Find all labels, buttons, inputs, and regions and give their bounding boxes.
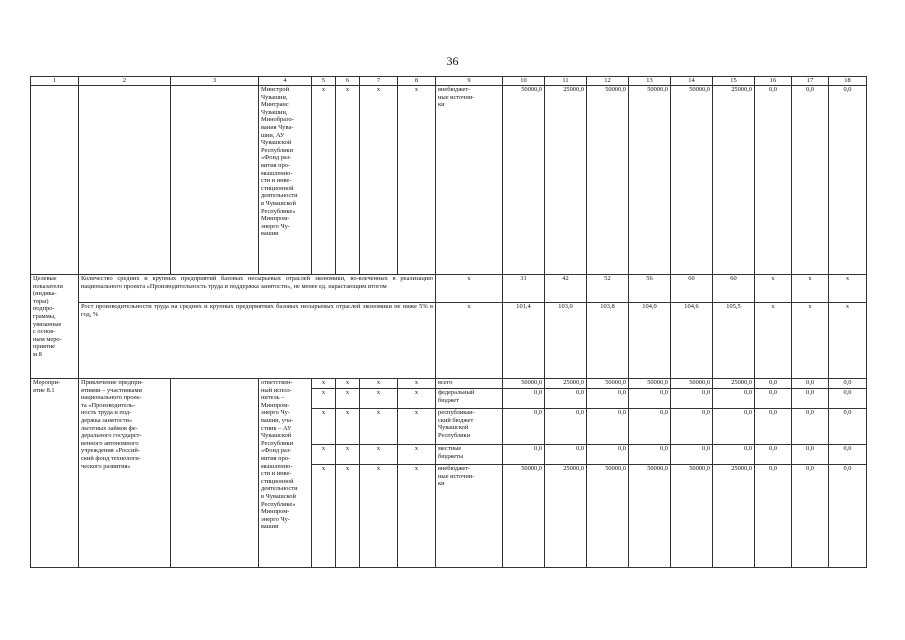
table-cell — [79, 86, 171, 275]
text-line: держка занятости» — [81, 416, 133, 424]
indicator-text: Количество средних и крупных предприятий базовых несырьевых отраслей экономики, во-влеченных в реализацию национального проекта «Производительность труда и поддержка занятости», не менее ед. нарастающим итогом — [79, 275, 436, 303]
text-line: в Чувашской — [261, 492, 296, 500]
value-cell: 0,0 — [671, 445, 713, 465]
value-cell: 105,5 — [713, 303, 755, 379]
value-cell: х — [829, 303, 867, 379]
text-line: сти и инве- — [261, 177, 292, 185]
value-cell: 0,0 — [755, 379, 792, 389]
value-cell: 50000,0 — [587, 86, 629, 275]
text-line: вития про- — [261, 161, 291, 169]
text-line: энерго Чу- — [261, 515, 290, 523]
measure-label-cell — [31, 379, 79, 568]
value-cell: 0,0 — [792, 465, 829, 568]
text-line: увязанные — [33, 320, 62, 328]
mark-cell: х — [360, 86, 398, 275]
value-cell: 0,0 — [713, 445, 755, 465]
mark-cell: х — [398, 86, 436, 275]
column-number: 6 — [336, 77, 360, 86]
text-line: внебюджет- — [438, 465, 471, 472]
text-line: ные источни- — [438, 93, 475, 101]
text-line: ный испол- — [261, 386, 292, 394]
funding-source-cell — [436, 379, 503, 389]
text-line: стник – АУ — [261, 424, 292, 432]
value-cell: 0,0 — [829, 379, 867, 389]
text-line: ответствен- — [261, 379, 293, 386]
text-line: Чувашии, — [261, 93, 288, 101]
value-cell: 50000,0 — [629, 465, 671, 568]
mark-cell: х — [436, 275, 503, 303]
measure-row — [31, 379, 867, 389]
value-cell: 0,0 — [829, 409, 867, 445]
text-line: та «Производитель- — [81, 401, 135, 409]
column-number: 2 — [79, 77, 171, 86]
value-cell: 0,0 — [829, 389, 867, 409]
text-line: стиционной — [261, 477, 294, 485]
text-line: деятельности — [261, 192, 298, 200]
program-table — [30, 76, 867, 568]
value-cell: 0,0 — [792, 389, 829, 409]
text-line: с основ- — [33, 328, 56, 336]
text-line: Чувашской — [261, 432, 292, 440]
column-number: 10 — [503, 77, 545, 86]
value-cell: 0,0 — [503, 389, 545, 409]
column-number: 14 — [671, 77, 713, 86]
value-cell: 0,0 — [587, 389, 629, 409]
value-cell: 0,0 — [792, 86, 829, 275]
value-cell: 25000,0 — [713, 465, 755, 568]
column-number: 1 — [31, 77, 79, 86]
value-cell: 0,0 — [671, 409, 713, 445]
value-cell: 31 — [503, 275, 545, 303]
funding-source-cell — [436, 465, 503, 568]
text-line: венного автономного — [81, 439, 139, 447]
text-line: бюджет — [438, 396, 459, 404]
value-cell: 0,0 — [545, 409, 587, 445]
value-cell: 101,4 — [503, 303, 545, 379]
table-cell — [31, 86, 79, 275]
text-line: граммы, — [33, 312, 56, 320]
mark-cell: х — [398, 379, 436, 389]
funding-source-cell — [436, 389, 503, 409]
value-cell: 0,0 — [755, 409, 792, 445]
value-cell: 0,0 — [829, 86, 867, 275]
text-line: вашии, уча- — [261, 416, 294, 424]
text-line: Минтранс — [261, 101, 289, 109]
text-line: Чувашии, — [261, 108, 288, 116]
value-cell: 0,0 — [755, 86, 792, 275]
column-number: 3 — [171, 77, 259, 86]
value-cell: 0,0 — [545, 389, 587, 409]
text-line: вания Чува- — [261, 123, 294, 131]
column-number: 15 — [713, 77, 755, 86]
text-line: «Фонд раз- — [261, 447, 292, 455]
value-cell: 104,0 — [629, 303, 671, 379]
text-line: ным меро- — [33, 335, 62, 343]
text-line: Республике» — [261, 207, 296, 215]
text-line: сти и инве- — [261, 470, 292, 478]
column-number: 13 — [629, 77, 671, 86]
mark-cell: х — [312, 409, 336, 445]
table-cell — [171, 86, 259, 275]
text-line: Минпром- — [261, 508, 290, 516]
value-cell: 50000,0 — [587, 465, 629, 568]
value-cell: 0,0 — [629, 389, 671, 409]
text-line: вашии — [261, 230, 279, 238]
mark-cell: х — [398, 465, 436, 568]
text-line: Чувашской — [438, 424, 469, 432]
value-cell: 0,0 — [713, 389, 755, 409]
value-cell: 0,0 — [792, 379, 829, 389]
column-number: 16 — [755, 77, 792, 86]
mark-cell: х — [360, 379, 398, 389]
value-cell: 50000,0 — [629, 379, 671, 389]
mark-cell: х — [336, 389, 360, 409]
value-cell: 50000,0 — [587, 379, 629, 389]
value-cell: 0,0 — [755, 389, 792, 409]
value-cell: 25000,0 — [545, 86, 587, 275]
text-line: ятиями – участниками — [81, 386, 142, 394]
mark-cell: х — [360, 409, 398, 445]
value-cell: 0,0 — [545, 445, 587, 465]
mark-cell: х — [336, 379, 360, 389]
text-line: приятие — [33, 343, 56, 351]
text-line: (индика- — [33, 290, 57, 298]
text-line: энерго Чу- — [261, 409, 290, 417]
continuation-row — [31, 86, 867, 275]
mark-cell: х — [398, 445, 436, 465]
value-cell: 42 — [545, 275, 587, 303]
value-cell: 0,0 — [587, 409, 629, 445]
value-cell: 0,0 — [503, 445, 545, 465]
column-number: 12 — [587, 77, 629, 86]
value-cell: 25000,0 — [713, 86, 755, 275]
text-line: деятельности — [261, 485, 298, 493]
text-line: федеральный — [438, 389, 475, 396]
text-line: показатели — [33, 282, 63, 290]
value-cell: 0,0 — [829, 465, 867, 568]
value-cell: х — [755, 303, 792, 379]
text-line: мышленно- — [261, 462, 293, 470]
text-line: вития про- — [261, 454, 291, 462]
column-number: 4 — [259, 77, 312, 86]
text-line: внебюджет- — [438, 86, 471, 93]
column-number: 11 — [545, 77, 587, 86]
text-line: вашии — [261, 523, 279, 531]
executor-cell — [259, 379, 312, 568]
value-cell: 52 — [587, 275, 629, 303]
value-cell: 50000,0 — [503, 86, 545, 275]
text-line: местные — [438, 445, 462, 452]
mark-cell: х — [398, 409, 436, 445]
text-line: Целевые — [33, 275, 57, 282]
text-line: Республики — [438, 431, 471, 439]
value-cell: 0,0 — [792, 445, 829, 465]
value-cell: 0,0 — [629, 409, 671, 445]
text-line: Минобразо- — [261, 116, 294, 124]
column-number: 9 — [436, 77, 503, 86]
measure-description-cell — [79, 379, 171, 568]
value-cell: 0,0 — [792, 409, 829, 445]
text-line: стиционной — [261, 184, 294, 192]
text-line: «Фонд раз- — [261, 154, 292, 162]
value-cell: 0,0 — [503, 409, 545, 445]
column-number: 7 — [360, 77, 398, 86]
text-line: Республики — [261, 439, 294, 447]
target-indicator-row — [31, 303, 867, 379]
table-cell — [171, 379, 259, 568]
page-number: 36 — [446, 54, 459, 68]
value-cell: 103,8 — [587, 303, 629, 379]
text-line: ский фонд технологи- — [81, 454, 141, 462]
mark-cell: х — [360, 445, 398, 465]
value-cell: 50000,0 — [629, 86, 671, 275]
mark-cell: х — [312, 379, 336, 389]
value-cell: 50000,0 — [671, 86, 713, 275]
value-cell: 50000,0 — [671, 379, 713, 389]
column-number: 17 — [792, 77, 829, 86]
value-cell: 50000,0 — [671, 465, 713, 568]
value-cell: 50000,0 — [503, 465, 545, 568]
value-cell: 0,0 — [629, 445, 671, 465]
column-number: 5 — [312, 77, 336, 86]
mark-cell: х — [336, 465, 360, 568]
text-line: нитель – — [261, 394, 285, 402]
value-cell: 50000,0 — [503, 379, 545, 389]
mark-cell: х — [360, 389, 398, 409]
value-cell: 25000,0 — [545, 379, 587, 389]
value-cell: 0,0 — [587, 445, 629, 465]
text-line: в Чувашской — [261, 199, 296, 207]
column-number-row — [31, 77, 867, 86]
value-cell: 25000,0 — [713, 379, 755, 389]
indicator-text: Рост производительности труда на средних и крупных предприятиях базовых несырьевых отраслей экономики не ниже 5% в год, % — [79, 303, 436, 379]
text-line: Минпром- — [261, 215, 290, 223]
value-cell: х — [792, 275, 829, 303]
funding-source-cell — [436, 445, 503, 465]
text-line: торы) — [33, 297, 49, 305]
value-cell: 60 — [713, 275, 755, 303]
value-cell: 0,0 — [671, 389, 713, 409]
mark-cell: х — [312, 86, 336, 275]
value-cell: 56 — [629, 275, 671, 303]
column-number: 18 — [829, 77, 867, 86]
value-cell: 0,0 — [829, 445, 867, 465]
value-cell: х — [829, 275, 867, 303]
text-line: мышленно- — [261, 169, 293, 177]
text-line: Минстрой — [261, 86, 290, 93]
mark-cell: х — [312, 389, 336, 409]
mark-cell: х — [336, 445, 360, 465]
text-line: бюджеты — [438, 452, 464, 460]
target-indicator-row — [31, 275, 867, 303]
value-cell: 103,0 — [545, 303, 587, 379]
mark-cell: х — [360, 465, 398, 568]
text-line: энерго Чу- — [261, 222, 290, 230]
text-line: ность труда и под- — [81, 409, 132, 417]
funding-source-cell — [436, 86, 503, 275]
value-cell: 0,0 — [755, 445, 792, 465]
text-line: ные источни- — [438, 472, 475, 480]
funding-source-cell — [436, 409, 503, 445]
text-line: подпро- — [33, 305, 55, 313]
value-cell: 0,0 — [755, 465, 792, 568]
value-cell: 0,0 — [713, 409, 755, 445]
mark-cell: х — [436, 303, 503, 379]
text-line: ки — [438, 480, 445, 488]
text-line: льготных займов фе- — [81, 424, 138, 432]
text-line: Меропри- — [33, 379, 60, 386]
text-line: ятие 8.1 — [33, 386, 55, 394]
value-cell: 25000,0 — [545, 465, 587, 568]
text-line: республикан- — [438, 409, 475, 416]
mark-cell: х — [312, 445, 336, 465]
text-line: всего — [438, 379, 453, 386]
text-line: ческого развития» — [81, 462, 131, 470]
text-line: Привлечение предпри- — [81, 379, 144, 386]
value-cell: х — [792, 303, 829, 379]
text-line: Минпром- — [261, 401, 290, 409]
text-line: Чувашской — [261, 139, 292, 147]
value-cell: 60 — [671, 275, 713, 303]
text-line: Республики — [261, 146, 294, 154]
text-line: учреждения «Россий- — [81, 447, 140, 455]
text-line: ки — [438, 101, 445, 109]
text-line: национального проек- — [81, 394, 142, 402]
value-cell: 104,6 — [671, 303, 713, 379]
executor-cell — [259, 86, 312, 275]
text-line: ский бюджет — [438, 416, 474, 424]
targets-label-cell — [31, 275, 79, 379]
text-line: м 8 — [33, 350, 42, 358]
mark-cell: х — [312, 465, 336, 568]
mark-cell: х — [398, 389, 436, 409]
mark-cell: х — [336, 86, 360, 275]
text-line: Республике» — [261, 500, 296, 508]
column-number: 8 — [398, 77, 436, 86]
value-cell: х — [755, 275, 792, 303]
text-line: шии, АУ — [261, 131, 285, 139]
mark-cell: х — [336, 409, 360, 445]
text-line: дерального государст- — [81, 432, 142, 440]
